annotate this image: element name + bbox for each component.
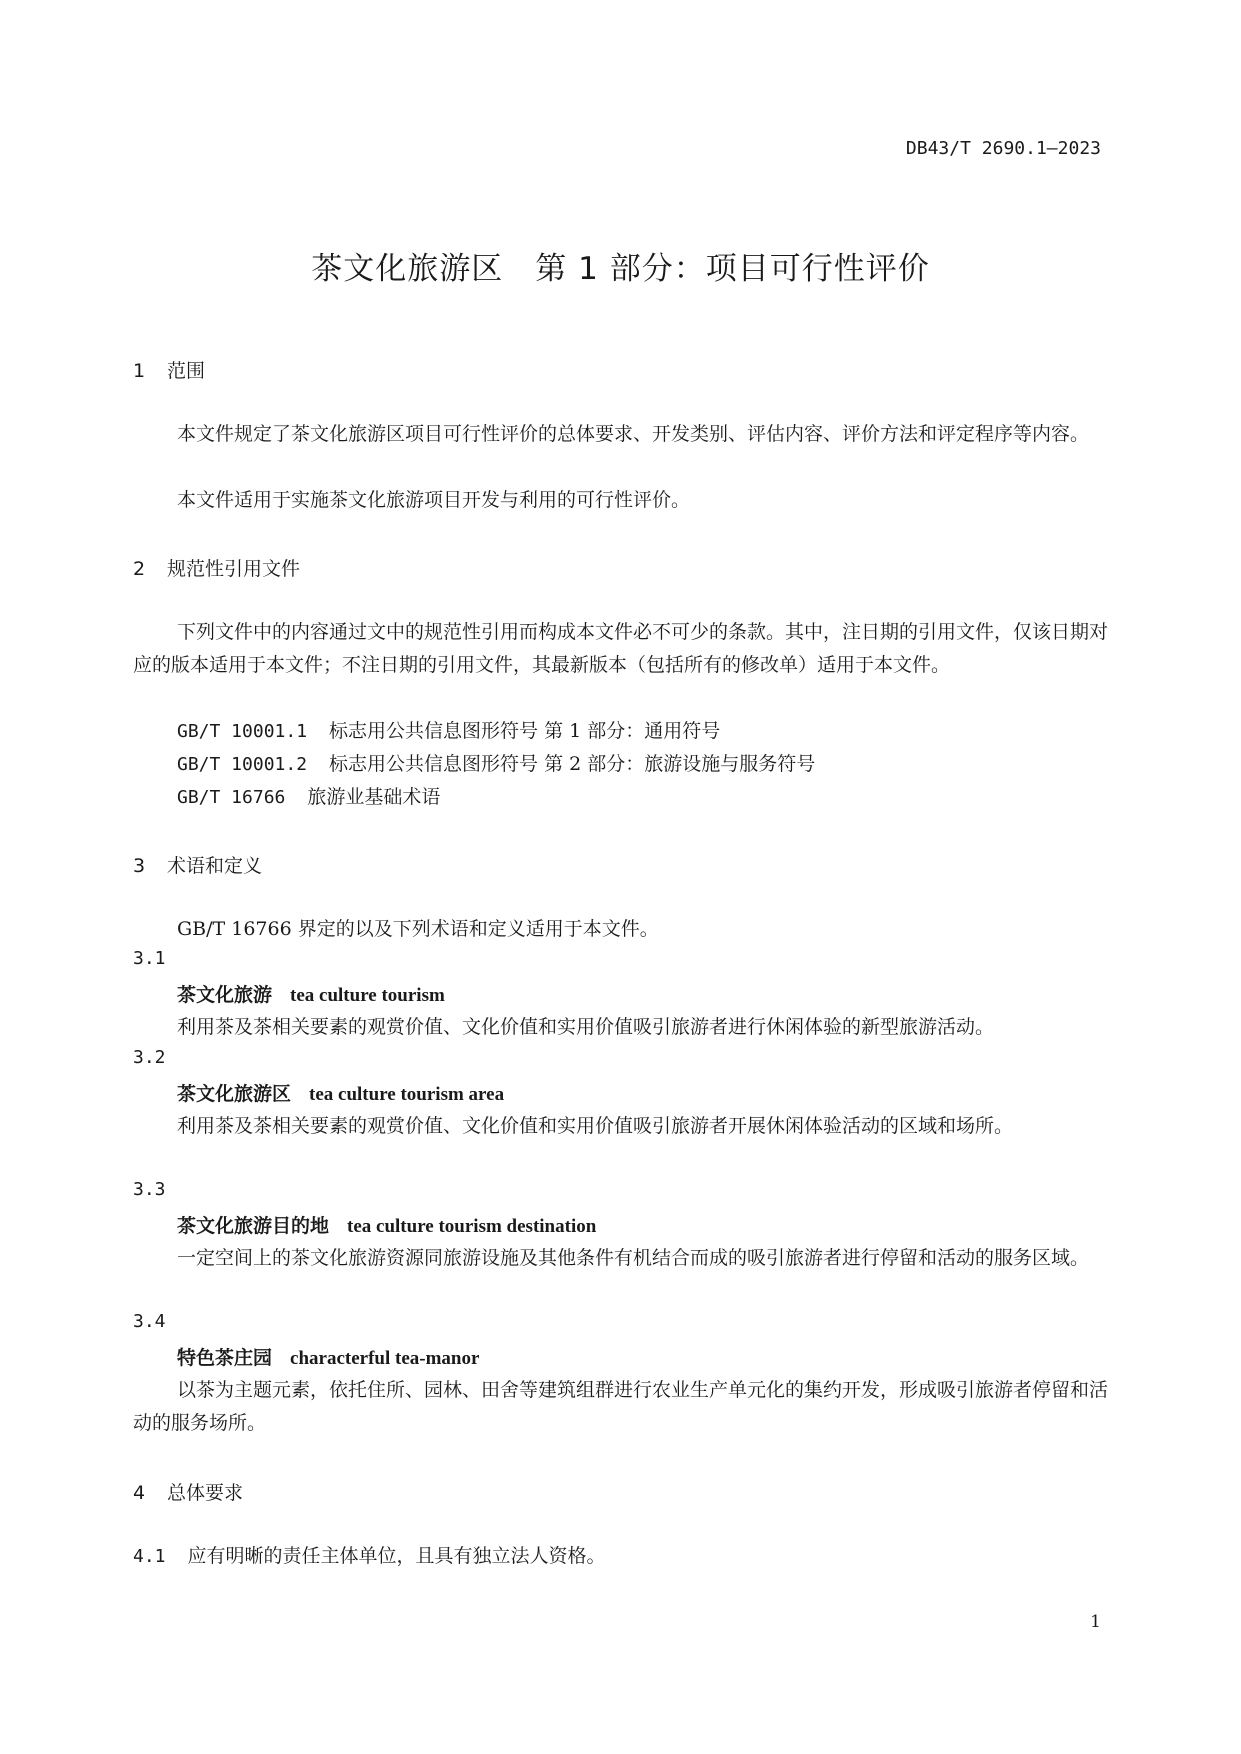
term-heading: [177, 1211, 596, 1238]
page-number: 1: [1090, 1612, 1101, 1632]
reference-item: [177, 715, 720, 748]
scope-paragraph-1: 本文件规定了茶文化旅游区项目可行性评价的总体要求、开发类别、评估内容、评价方法和评定程序等内容。: [177, 423, 1090, 445]
document-title: 茶文化旅游区 第 1 部分：项目可行性评价: [311, 251, 930, 287]
term-number: 3.3: [133, 1179, 166, 1200]
reference-title: 标志用公共信息图形符号 第 1 部分：通用符号: [329, 720, 721, 742]
section-number: 2: [133, 558, 146, 580]
section-number: 4: [133, 1482, 146, 1504]
section-4-heading: [133, 1478, 243, 1505]
section-title: 术语和定义: [167, 855, 263, 877]
requirement-item: [133, 1540, 606, 1573]
section-title: 总体要求: [167, 1482, 244, 1504]
term-en: tea culture tourism destination: [347, 1216, 597, 1237]
term-en: characterful tea-manor: [290, 1348, 480, 1369]
terms-intro: GB/T 16766 界定的以及下列术语和定义适用于本文件。: [177, 918, 659, 940]
normative-references-paragraph: 下列文件中的内容通过文中的规范性引用而构成本文件必不可少的条款。其中，注日期的引用文件，仅该日期对应的版本适用于本文件；不注日期的引用文件，其最新版本（包括所有的修改单）适用于本文件。: [133, 621, 1109, 676]
term-zh: 茶文化旅游目的地: [177, 1215, 330, 1237]
term-heading: [177, 1079, 504, 1106]
term-number: 3.1: [133, 948, 166, 969]
section-title: 范围: [167, 360, 206, 382]
reference-title: 旅游业基础术语: [307, 786, 441, 808]
document-number: DB43/T 2690.1—2023: [905, 138, 1101, 159]
term-zh: 特色茶庄园: [177, 1347, 273, 1369]
term-heading: [177, 1343, 479, 1370]
reference-code: GB/T 10001.2: [177, 754, 308, 775]
section-1-heading: [133, 356, 205, 383]
term-number: 3.2: [133, 1047, 166, 1068]
term-definition: 利用茶及茶相关要素的观赏价值、文化价值和实用价值吸引旅游者进行休闲体验的新型旅游活动。: [177, 1016, 995, 1038]
term-heading: [177, 980, 445, 1007]
reference-title: 标志用公共信息图形符号 第 2 部分：旅游设施与服务符号: [329, 753, 816, 775]
section-3-heading: [133, 851, 262, 878]
term-definition: 一定空间上的茶文化旅游资源同旅游设施及其他条件有机结合而成的吸引旅游者进行停留和活动的服务区域。: [177, 1247, 1090, 1269]
term-zh: 茶文化旅游区: [177, 1083, 292, 1105]
term-en: tea culture tourism: [290, 985, 445, 1006]
reference-item: [177, 781, 440, 814]
term-number: 3.4: [133, 1311, 166, 1332]
term-zh: 茶文化旅游: [177, 984, 273, 1006]
term-definition: 以茶为主题元素，依托住所、园林、田舍等建筑组群进行农业生产单元化的集约开发，形成吸引旅游者停留和活动的服务场所。: [133, 1379, 1109, 1434]
term-en: tea culture tourism area: [309, 1084, 505, 1105]
reference-code: GB/T 10001.1: [177, 721, 308, 742]
scope-paragraph-2: 本文件适用于实施茶文化旅游项目开发与利用的可行性评价。: [177, 489, 691, 511]
section-number: 1: [133, 360, 146, 382]
reference-code: GB/T 16766: [177, 787, 286, 808]
section-2-heading: [133, 554, 300, 581]
term-definition: 利用茶及茶相关要素的观赏价值、文化价值和实用价值吸引旅游者开展休闲体验活动的区域和场所。: [177, 1115, 1014, 1137]
section-title: 规范性引用文件: [167, 558, 301, 580]
reference-item: [177, 748, 815, 781]
item-number: 4.1: [133, 1546, 166, 1567]
section-number: 3: [133, 855, 146, 877]
item-text: 应有明晰的责任主体单位，且具有独立法人资格。: [187, 1545, 606, 1567]
